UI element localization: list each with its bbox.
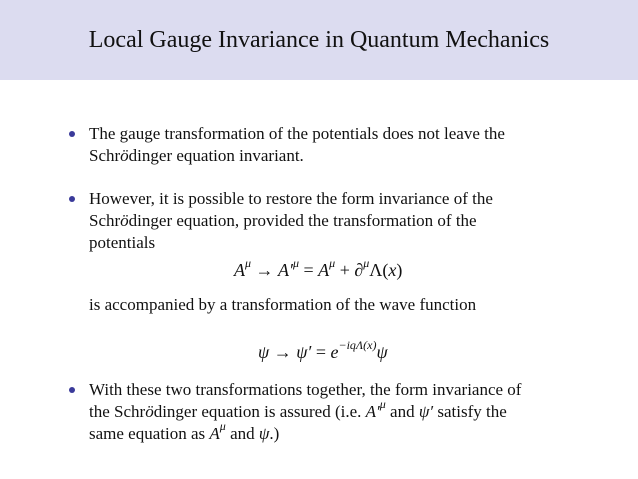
bullet-3-line-1: With these two transformations together, the form invariance of	[89, 380, 522, 399]
slide-title: Local Gauge Invariance in Quantum Mechanics	[88, 27, 550, 53]
bullet-2-line-2: Schrödinger equation, provided the transformation of the	[89, 211, 477, 230]
bullet-2-line-1: However, it is possible to restore the form invariance of the	[89, 189, 493, 208]
bullet-1-dot	[69, 131, 75, 137]
bullet-1-line-2: Schrödinger equation invariant.	[89, 146, 304, 165]
bullet-3-line-2: the Schrödinger equation is assured (i.e. $A'^\mu$ and ψ′ satisfy the	[89, 397, 507, 421]
bullet-2-line-3: potentials	[89, 233, 156, 252]
wavefunction-equation: $\psi \to \psi' = e^{-iq\Lambda(x)}\psi$	[258, 338, 388, 362]
bullet-3-text	[89, 379, 589, 445]
bullet-3-dot	[69, 387, 75, 393]
bullet-2-text	[89, 188, 589, 254]
gauge-potential-equation: $A^\mu \to A'^\mu = A^\mu + \partial^\mu\Lambda(x)$	[234, 256, 403, 280]
bullet-1-text	[89, 123, 589, 167]
bullet-3-line-3: same equation as $A^\mu$ and ψ.)	[89, 419, 280, 443]
bullet-1-line-1: The gauge transformation of the potentials does not leave the	[89, 124, 505, 143]
bullet-2-dot	[69, 196, 75, 202]
bullet-2-continuation: is accompanied by a transformation of the wave function	[89, 295, 477, 314]
